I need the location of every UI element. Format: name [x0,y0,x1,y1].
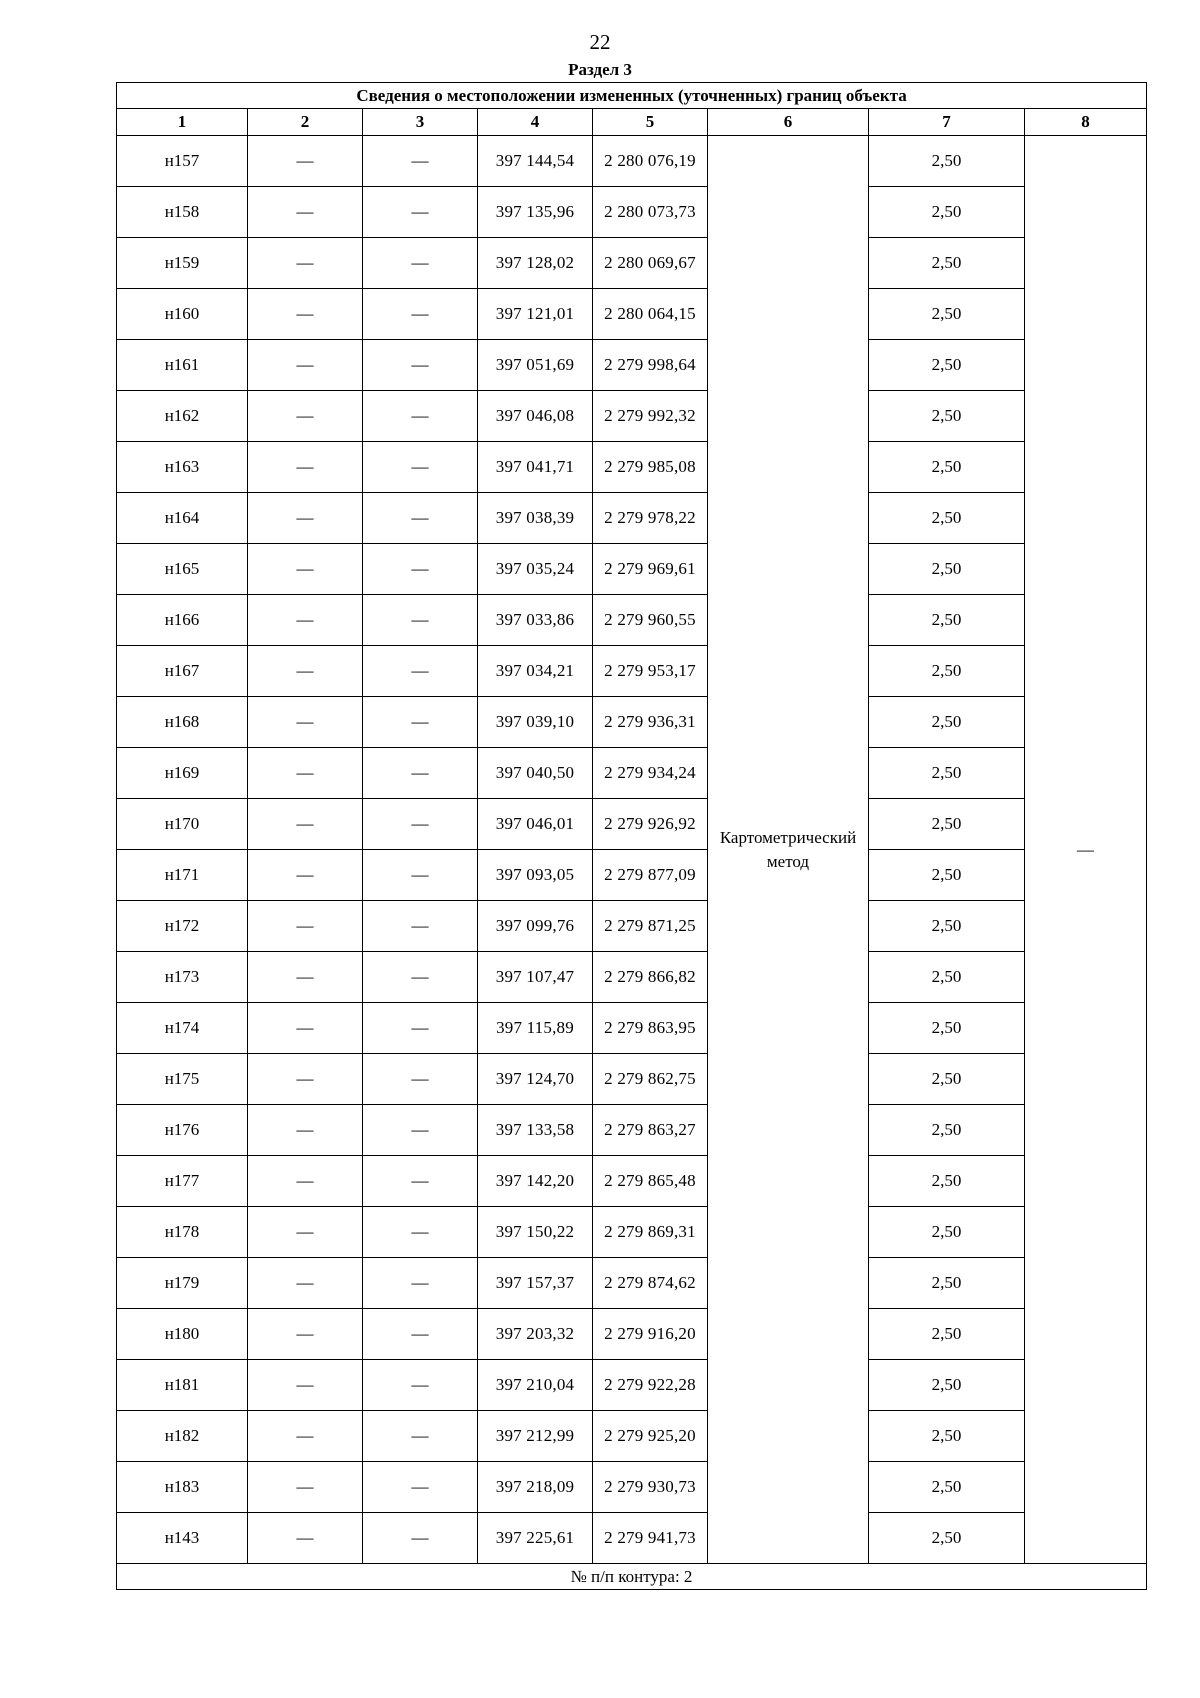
col3-dash-cell: — [363,850,478,901]
point-number-cell: н164 [117,493,248,544]
point-number-cell: н177 [117,1156,248,1207]
x-coordinate-cell: 397 144,54 [478,136,593,187]
y-coordinate-cell: 2 279 960,55 [593,595,708,646]
col8-dash-cell: — [1025,136,1147,1564]
point-number-cell: н182 [117,1411,248,1462]
col2-dash-cell: — [248,799,363,850]
y-coordinate-cell: 2 279 862,75 [593,1054,708,1105]
x-coordinate-cell: 397 225,61 [478,1513,593,1564]
table-row [117,697,1147,748]
x-coordinate-cell: 397 121,01 [478,289,593,340]
col3-dash-cell: — [363,1360,478,1411]
table-row [117,901,1147,952]
y-coordinate-cell: 2 279 866,82 [593,952,708,1003]
col2-dash-cell: — [248,493,363,544]
x-coordinate-cell: 397 124,70 [478,1054,593,1105]
accuracy-cell: 2,50 [869,1462,1025,1513]
accuracy-cell: 2,50 [869,1258,1025,1309]
page-number: 22 [589,30,611,54]
table-row [117,1258,1147,1309]
table-row [117,493,1147,544]
col2-dash-cell: — [248,1054,363,1105]
point-number-cell: н159 [117,238,248,289]
col3-dash-cell: — [363,1462,478,1513]
y-coordinate-cell: 2 279 953,17 [593,646,708,697]
column-number-6: 6 [708,109,869,136]
y-coordinate-cell: 2 279 926,92 [593,799,708,850]
table-row [117,391,1147,442]
table-row [117,1513,1147,1564]
col3-dash-cell: — [363,1309,478,1360]
col2-dash-cell: — [248,748,363,799]
table-row [117,1411,1147,1462]
accuracy-cell: 2,50 [869,1054,1025,1105]
x-coordinate-cell: 397 133,58 [478,1105,593,1156]
accuracy-cell: 2,50 [869,1003,1025,1054]
column-number-3: 3 [363,109,478,136]
col2-dash-cell: — [248,1462,363,1513]
col2-dash-cell: — [248,1258,363,1309]
point-number-cell: н171 [117,850,248,901]
col2-dash-cell: — [248,289,363,340]
y-coordinate-cell: 2 279 863,27 [593,1105,708,1156]
col3-dash-cell: — [363,1054,478,1105]
column-number-1: 1 [117,109,248,136]
contour-number-note: № п/п контура: 2 [117,1564,1147,1590]
x-coordinate-cell: 397 212,99 [478,1411,593,1462]
accuracy-cell: 2,50 [869,1513,1025,1564]
accuracy-cell: 2,50 [869,748,1025,799]
point-number-cell: н170 [117,799,248,850]
point-number-cell: н169 [117,748,248,799]
col3-dash-cell: — [363,1156,478,1207]
column-number-row [117,109,1147,136]
table-row [117,646,1147,697]
point-number-cell: н157 [117,136,248,187]
col3-dash-cell: — [363,1207,478,1258]
point-number-cell: н167 [117,646,248,697]
table-row [117,748,1147,799]
accuracy-cell: 2,50 [869,1156,1025,1207]
point-number-cell: н181 [117,1360,248,1411]
accuracy-cell: 2,50 [869,289,1025,340]
table-row [117,340,1147,391]
col2-dash-cell: — [248,391,363,442]
col2-dash-cell: — [248,1105,363,1156]
y-coordinate-cell: 2 279 877,09 [593,850,708,901]
table-row [117,1054,1147,1105]
column-number-2: 2 [248,109,363,136]
table-row [117,238,1147,289]
y-coordinate-cell: 2 279 863,95 [593,1003,708,1054]
y-coordinate-cell: 2 279 934,24 [593,748,708,799]
accuracy-cell: 2,50 [869,952,1025,1003]
col2-dash-cell: — [248,697,363,748]
y-coordinate-cell: 2 279 969,61 [593,544,708,595]
table-row [117,1360,1147,1411]
col2-dash-cell: — [248,1156,363,1207]
col2-dash-cell: — [248,952,363,1003]
table-row [117,799,1147,850]
point-number-cell: н173 [117,952,248,1003]
col3-dash-cell: — [363,1513,478,1564]
x-coordinate-cell: 397 041,71 [478,442,593,493]
col2-dash-cell: — [248,646,363,697]
col3-dash-cell: — [363,187,478,238]
col3-dash-cell: — [363,340,478,391]
accuracy-cell: 2,50 [869,646,1025,697]
y-coordinate-cell: 2 279 930,73 [593,1462,708,1513]
x-coordinate-cell: 397 035,24 [478,544,593,595]
col3-dash-cell: — [363,1258,478,1309]
accuracy-cell: 2,50 [869,442,1025,493]
accuracy-cell: 2,50 [869,901,1025,952]
col2-dash-cell: — [248,1411,363,1462]
accuracy-cell: 2,50 [869,799,1025,850]
point-number-cell: н161 [117,340,248,391]
col2-dash-cell: — [248,901,363,952]
x-coordinate-cell: 397 046,01 [478,799,593,850]
point-number-cell: н163 [117,442,248,493]
x-coordinate-cell: 397 033,86 [478,595,593,646]
point-number-cell: н174 [117,1003,248,1054]
col3-dash-cell: — [363,391,478,442]
x-coordinate-cell: 397 099,76 [478,901,593,952]
table-row [117,850,1147,901]
col3-dash-cell: — [363,238,478,289]
x-coordinate-cell: 397 218,09 [478,1462,593,1513]
y-coordinate-cell: 2 279 998,64 [593,340,708,391]
point-number-cell: н166 [117,595,248,646]
y-coordinate-cell: 2 279 925,20 [593,1411,708,1462]
table-row [117,136,1147,187]
x-coordinate-cell: 397 142,20 [478,1156,593,1207]
col3-dash-cell: — [363,493,478,544]
col2-dash-cell: — [248,1309,363,1360]
accuracy-cell: 2,50 [869,493,1025,544]
y-coordinate-cell: 2 279 916,20 [593,1309,708,1360]
x-coordinate-cell: 397 040,50 [478,748,593,799]
col3-dash-cell: — [363,442,478,493]
accuracy-cell: 2,50 [869,1105,1025,1156]
x-coordinate-cell: 397 038,39 [478,493,593,544]
point-number-cell: н172 [117,901,248,952]
y-coordinate-cell: 2 279 936,31 [593,697,708,748]
table-row [117,544,1147,595]
accuracy-cell: 2,50 [869,136,1025,187]
method-cell: Картометрический метод [708,136,869,1564]
accuracy-cell: 2,50 [869,391,1025,442]
column-number-8: 8 [1025,109,1147,136]
col3-dash-cell: — [363,1003,478,1054]
accuracy-cell: 2,50 [869,1309,1025,1360]
column-number-5: 5 [593,109,708,136]
table-row [117,1003,1147,1054]
y-coordinate-cell: 2 280 076,19 [593,136,708,187]
col3-dash-cell: — [363,799,478,850]
table-row [117,595,1147,646]
column-number-4: 4 [478,109,593,136]
col3-dash-cell: — [363,952,478,1003]
y-coordinate-cell: 2 279 985,08 [593,442,708,493]
col2-dash-cell: — [248,544,363,595]
point-number-cell: н175 [117,1054,248,1105]
table-row [117,952,1147,1003]
table-title: Сведения о местоположении измененных (уточненных) границ объекта [117,83,1147,109]
col3-dash-cell: — [363,748,478,799]
point-number-cell: н168 [117,697,248,748]
accuracy-cell: 2,50 [869,1360,1025,1411]
accuracy-cell: 2,50 [869,1411,1025,1462]
point-number-cell: н165 [117,544,248,595]
table-row [117,289,1147,340]
accuracy-cell: 2,50 [869,1207,1025,1258]
col3-dash-cell: — [363,901,478,952]
x-coordinate-cell: 397 039,10 [478,697,593,748]
col2-dash-cell: — [248,442,363,493]
accuracy-cell: 2,50 [869,595,1025,646]
x-coordinate-cell: 397 093,05 [478,850,593,901]
table-row [117,1105,1147,1156]
table-row [117,187,1147,238]
accuracy-cell: 2,50 [869,697,1025,748]
table-body [117,136,1147,1564]
y-coordinate-cell: 2 280 069,67 [593,238,708,289]
point-number-cell: н178 [117,1207,248,1258]
boundary-coordinates-table [116,82,1147,1590]
accuracy-cell: 2,50 [869,340,1025,391]
section-title: Раздел 3 [568,60,632,79]
y-coordinate-cell: 2 279 978,22 [593,493,708,544]
point-number-cell: н176 [117,1105,248,1156]
col3-dash-cell: — [363,1411,478,1462]
x-coordinate-cell: 397 135,96 [478,187,593,238]
y-coordinate-cell: 2 279 869,31 [593,1207,708,1258]
y-coordinate-cell: 2 279 871,25 [593,901,708,952]
col3-dash-cell: — [363,646,478,697]
point-number-cell: н160 [117,289,248,340]
accuracy-cell: 2,50 [869,544,1025,595]
table-row [117,1207,1147,1258]
point-number-cell: н180 [117,1309,248,1360]
col2-dash-cell: — [248,850,363,901]
table-row [117,1156,1147,1207]
point-number-cell: н183 [117,1462,248,1513]
table-row [117,442,1147,493]
x-coordinate-cell: 397 107,47 [478,952,593,1003]
x-coordinate-cell: 397 034,21 [478,646,593,697]
col3-dash-cell: — [363,595,478,646]
col2-dash-cell: — [248,340,363,391]
x-coordinate-cell: 397 210,04 [478,1360,593,1411]
x-coordinate-cell: 397 128,02 [478,238,593,289]
point-number-cell: н179 [117,1258,248,1309]
y-coordinate-cell: 2 279 874,62 [593,1258,708,1309]
point-number-cell: н158 [117,187,248,238]
y-coordinate-cell: 2 279 865,48 [593,1156,708,1207]
table-row [117,1309,1147,1360]
col3-dash-cell: — [363,289,478,340]
x-coordinate-cell: 397 051,69 [478,340,593,391]
col2-dash-cell: — [248,187,363,238]
y-coordinate-cell: 2 280 064,15 [593,289,708,340]
x-coordinate-cell: 397 150,22 [478,1207,593,1258]
y-coordinate-cell: 2 279 922,28 [593,1360,708,1411]
column-number-7: 7 [869,109,1025,136]
point-number-cell: н143 [117,1513,248,1564]
y-coordinate-cell: 2 279 941,73 [593,1513,708,1564]
col3-dash-cell: — [363,136,478,187]
x-coordinate-cell: 397 115,89 [478,1003,593,1054]
col2-dash-cell: — [248,1003,363,1054]
col2-dash-cell: — [248,1360,363,1411]
x-coordinate-cell: 397 203,32 [478,1309,593,1360]
col2-dash-cell: — [248,595,363,646]
accuracy-cell: 2,50 [869,850,1025,901]
col2-dash-cell: — [248,1207,363,1258]
accuracy-cell: 2,50 [869,187,1025,238]
accuracy-cell: 2,50 [869,238,1025,289]
col3-dash-cell: — [363,697,478,748]
col2-dash-cell: — [248,136,363,187]
point-number-cell: н162 [117,391,248,442]
x-coordinate-cell: 397 157,37 [478,1258,593,1309]
col3-dash-cell: — [363,1105,478,1156]
col2-dash-cell: — [248,1513,363,1564]
table-row [117,1462,1147,1513]
col2-dash-cell: — [248,238,363,289]
y-coordinate-cell: 2 279 992,32 [593,391,708,442]
col3-dash-cell: — [363,544,478,595]
y-coordinate-cell: 2 280 073,73 [593,187,708,238]
x-coordinate-cell: 397 046,08 [478,391,593,442]
